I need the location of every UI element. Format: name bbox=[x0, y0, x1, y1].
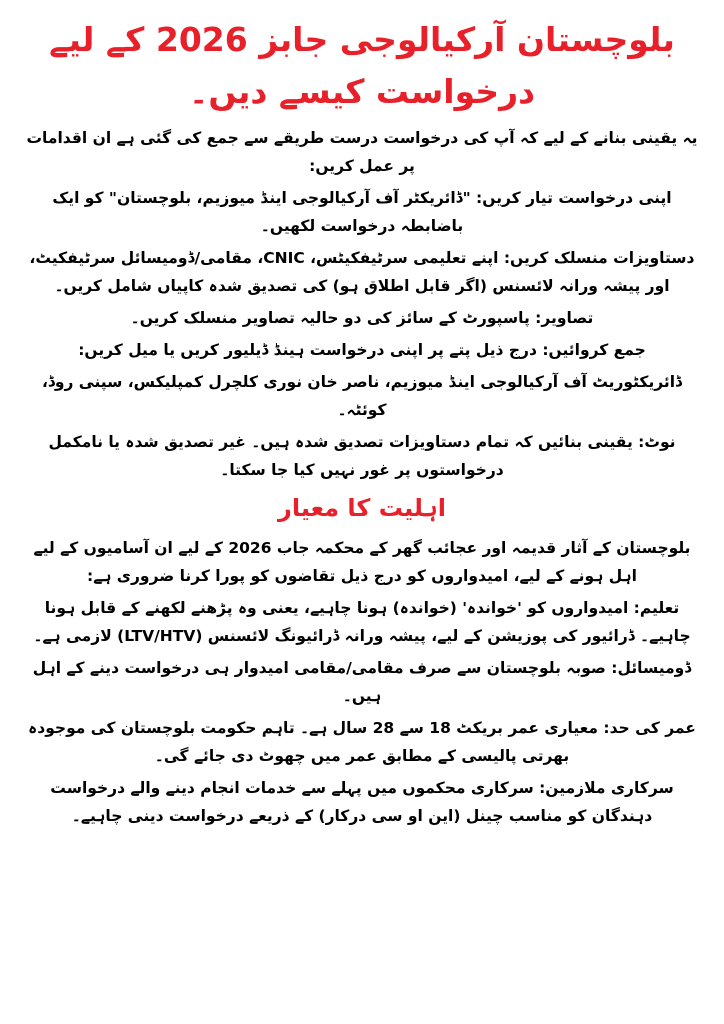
eligibility-domicile: ڈومیسائل: صوبہ بلوچستان سے صرف مقامی/مقامی امیدوار ہی درخواست دینے کے اہل ہیں۔ bbox=[32, 659, 692, 705]
procedure-intro: یہ یقینی بنانے کے لیے کہ آپ کی درخواست درست طریقے سے جمع کی گئی ہے ان اقدامات پر عمل کریں: bbox=[26, 129, 698, 175]
page-title: بلوچستان آرکیالوجی جابز 2026 کے لیے درخواست کیسے دیں۔ bbox=[49, 20, 675, 111]
submission-address: ڈائریکٹوریٹ آف آرکیالوجی اینڈ میوزیم، ناصر خان نوری کلچرل کمپلیکس، سپنی روڈ، کوئٹہ۔ bbox=[42, 373, 682, 419]
note-verified-documents: نوٹ: یقینی بنائیں کہ تمام دستاویزات تصدیق شدہ ہیں۔ غیر تصدیق شدہ یا نامکمل درخواستوں پر غور نہیں کیا جا سکتا۔ bbox=[48, 433, 676, 479]
eligibility-government-employees: سرکاری ملازمین: سرکاری محکموں میں پہلے سے خدمات انجام دینے والے درخواست دہندگان کو مناسب چینل (این او سی درکار) کے ذریعے درخواست دینی چاہیے۔ bbox=[50, 779, 674, 825]
step-attach-documents: دستاویزات منسلک کریں: اپنے تعلیمی سرٹیفکیٹس، CNIC، مقامی/ڈومیسائل سرٹیفکیٹ، اور پیشہ ورانہ لائسنس (اگر قابل اطلاق ہو) کی تصدیق شدہ کاپیاں شامل کریں۔ bbox=[29, 249, 695, 295]
step-prepare-application: اپنی درخواست تیار کریں: "ڈائریکٹر آف آرکیالوجی اینڈ میوزیم، بلوچستان" کو ایک باضابطہ درخواست لکھیں۔ bbox=[52, 189, 672, 235]
eligibility-intro: بلوچستان کے آثار قدیمہ اور عجائب گھر کے محکمہ جاب 2026 کے لیے ان آسامیوں کے لیے اہل ہونے کے لیے، امیدواروں کو درج ذیل تقاضوں کو پورا کرنا ضروری ہے: bbox=[33, 539, 691, 585]
eligibility-age-limit: عمر کی حد: معیاری عمر بریکٹ 18 سے 28 سال ہے۔ تاہم حکومت بلوچستان کی موجودہ بھرتی پالیسی کے مطابق عمر میں چھوٹ دی جائے گی۔ bbox=[28, 719, 696, 765]
step-submit: جمع کروائیں: درج ذیل پتے پر اپنی درخواست ہینڈ ڈیلیور کریں یا میل کریں: bbox=[78, 341, 646, 359]
step-photos: تصاویر: پاسپورٹ کے سائز کی دو حالیہ تصاویر منسلک کریں۔ bbox=[130, 309, 594, 327]
eligibility-education: تعلیم: امیدواروں کو 'خواندہ' (خواندہ) ہونا چاہیے، یعنی وہ پڑھنے لکھنے کے قابل ہونا چاہیے۔ ڈرائیور کی پوزیشن کے لیے، پیشہ ورانہ ڈرائیونگ لائسنس (LTV/HTV) لازمی ہے۔ bbox=[33, 599, 691, 645]
eligibility-heading: اہلیت کا معیار bbox=[278, 494, 446, 522]
